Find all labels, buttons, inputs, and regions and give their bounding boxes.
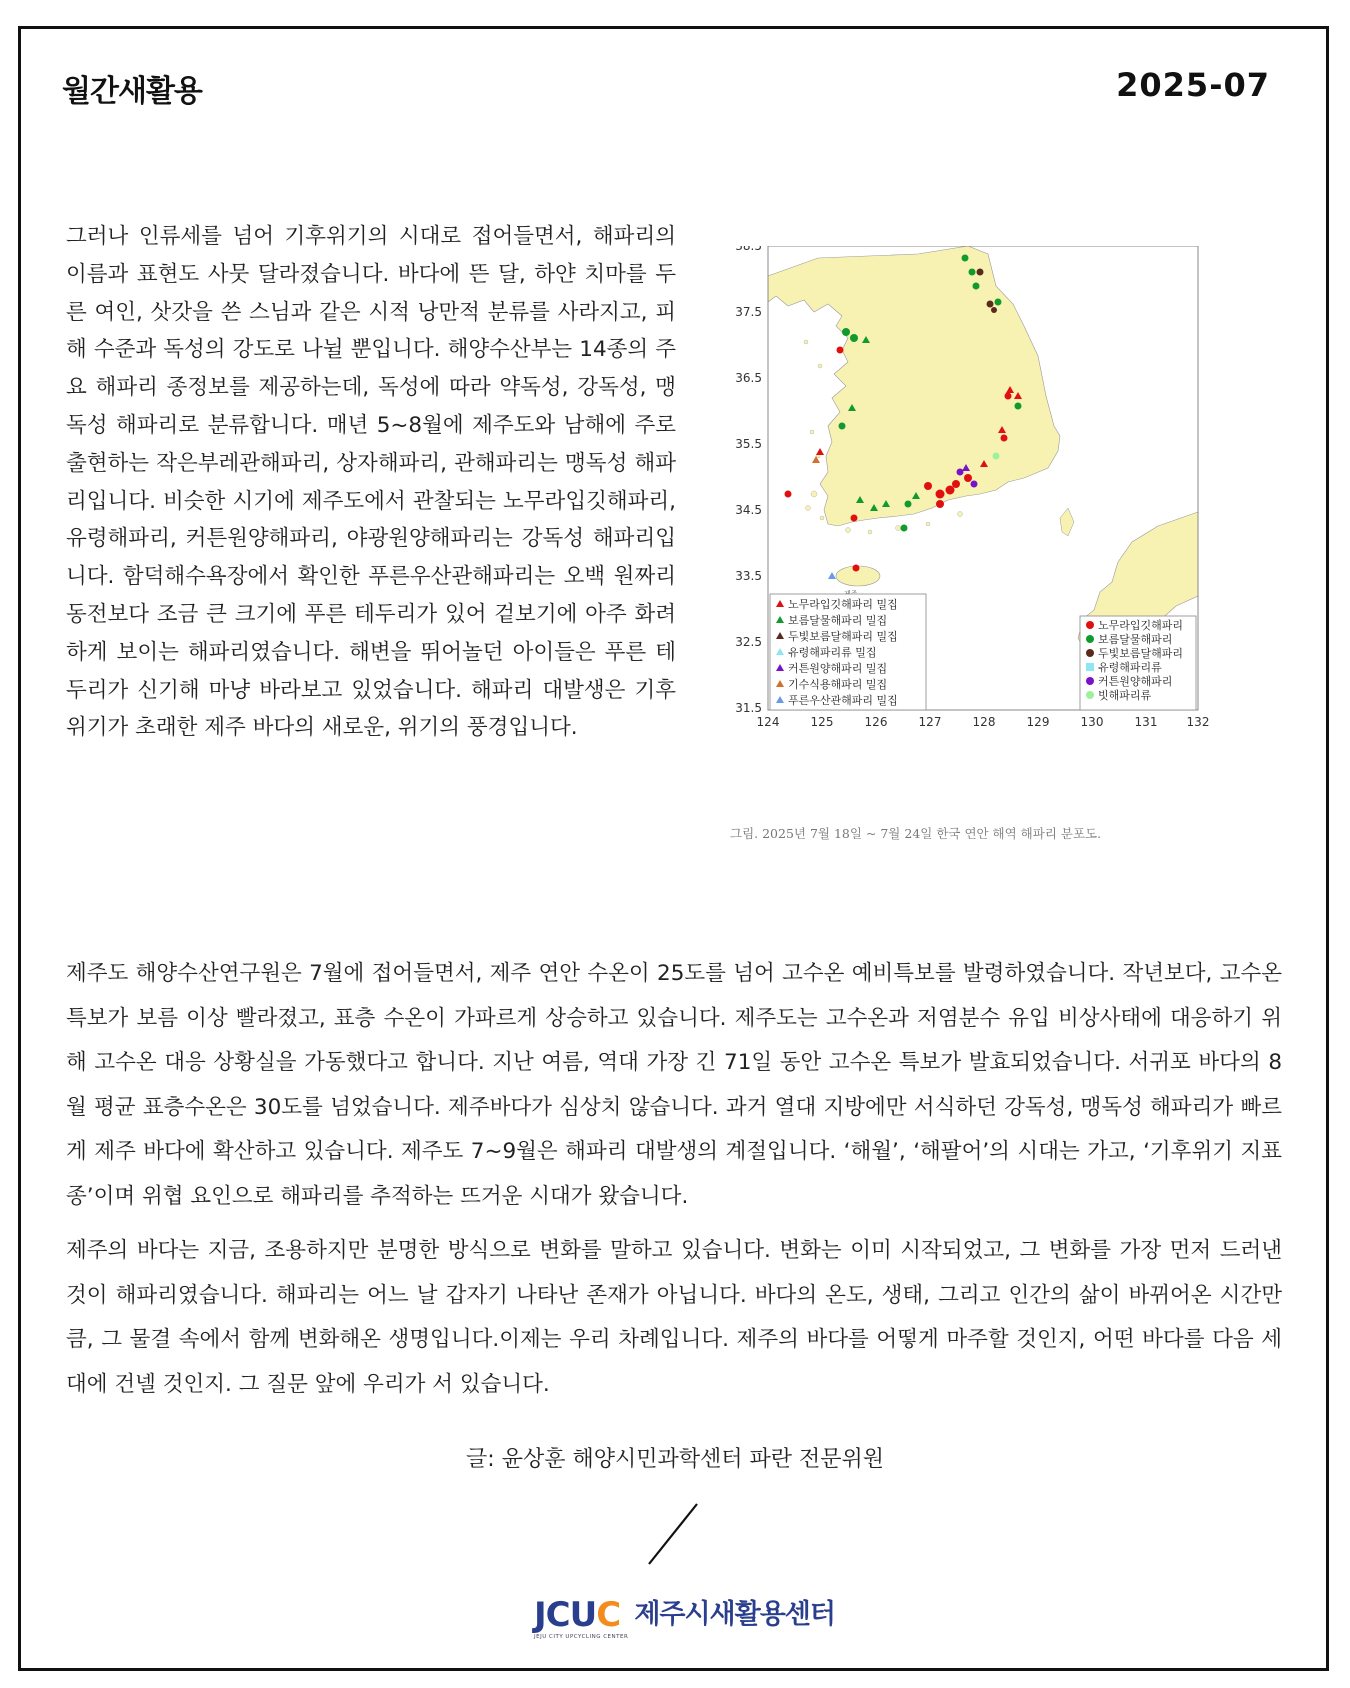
marker-moon-3 [973,283,980,290]
intro-paragraph: 그러나 인류세를 넘어 기후위기의 시대로 접어들면서, 해파리의 이름과 표현도 사뭇 달라졌습니다. 바다에 뜬 달, 하얀 치마를 두른 여인, 삿갓을 쓴 스님과 같은 시적 낭만적 분류를 사라지고, 피해 수준과 독성의 강도로 나뉠 뿐입니다. 해양수산부는 14종의 주요 해파리 종정보를 제공하는데, 독성에 따라 약독성, 강독성, 맹독성 해파리로 분류합니다. 매년 5~8월에 제주도와 남해에 주로 출현하는 작은부레관해파리, 상자해파리, 관해파리는 맹독성 해파리입니다. 비슷한 시기에 제주도에서 관찰되는 노무라입깃해파리, 유령해파리, 커튼원양해파리, 야광원양해파리는 강독성 해파리입니다. 함덕해수욕장에서 확인한 푸른우산관해파리는 오백 원짜리 동전보다 조금 큰 크기에 푸른 테두리가 있어 겉보기에 아주 화려하게 보이는 해파리였습니다. 해변을 뛰어놀던 아이들은 푸른 테두리가 신기해 마냥 바라보고 있었습니다. 해파리 대발생은 기후위기가 초래한 제주 바다의 새로운, 위기의 풍경입니다. [66,224,676,741]
marker-nomura-6 [946,486,955,495]
marker-moon-1 [962,255,969,262]
y-tick: 38.5 [735,246,762,253]
logo-name: 제주시새활용센터 [634,1599,835,1630]
legend-observed-item: 빗해파리류 [1098,689,1152,702]
marker-moon-5 [842,328,850,336]
article-body [66,952,1282,1417]
x-tick: 127 [918,715,942,729]
legend-dense-item: 커튼원양해파리 밀집 [788,662,888,675]
marker-brown-1 [977,269,984,276]
marker-nomura-5 [936,490,945,499]
x-tick: 126 [864,715,888,729]
legend-dense-item: 보름달물해파리 밀집 [788,614,888,627]
y-tick: 34.5 [735,503,762,517]
marker-curtain-2 [971,481,978,488]
marker-nomura-9 [936,500,944,508]
y-tick: 32.5 [735,635,762,649]
center-logo [534,1595,835,1640]
marker-nomura-11 [1005,393,1012,400]
body-paragraph: 제주도 해양수산연구원은 7월에 접어들면서, 제주 연안 수온이 25도를 넘어 고수온 예비특보를 발령하였습니다. 작년보다, 고수온 특보가 보름 이상 빨라졌고, 표층 수온이 가파르게 상승하고 있습니다. 제주도는 고수온과 저염분수 유입 비상사태에 대응하기 위해 고수온 대응 상황실을 가동했다고 합니다. 지난 여름, 역대 가장 긴 71일 동안 고수온 특보가 발효되었습니다. 서귀포 바다의 8월 평균 표층수온은 30도를 넘었습니다. 제주바다가 심상치 않습니다. 과거 열대 지방에만 서식하던 강독성, 맹독성 해파리가 빠르게 제주 바다에 확산하고 있습니다. 제주도 7~9월은 해파리 대발생의 계절입니다. ‘해월’, ‘해팔어’의 시대는 가고, ‘기후위기 지표종’이며 위협 요인으로 해파리를 추적하는 뜨거운 시대가 왔습니다. [66,961,1282,1209]
y-axis [735,246,762,715]
marker-nomura-12 [853,565,860,572]
legend-dense-item: 노무라입깃해파리 밀집 [788,598,898,611]
marker-nomura-3 [851,515,858,522]
legend-dense-item: 유령해파리류 밀집 [788,646,877,659]
legend-observed-item: 커튼원양해파리 [1098,675,1173,688]
marker-brown-3 [991,307,997,313]
magazine-title: 월간새활용 [62,74,202,109]
marker-nomura-4 [924,482,932,490]
map-svg [728,246,1268,746]
x-tick: 131 [1134,715,1158,729]
marker-comb-1 [993,453,1000,460]
y-tick: 33.5 [735,569,762,583]
figure-caption: 그림. 2025년 7월 18일 ~ 7월 24일 한국 연안 해역 해파리 분포도. [730,826,1102,841]
logo-subtitle: JEJU CITY UPCYCLING CENTER [534,1634,629,1640]
y-tick: 31.5 [735,701,762,715]
marker-moon-4 [995,299,1002,306]
marker-moon-10 [905,501,912,508]
legend-dense [770,594,926,710]
x-tick: 132 [1186,715,1210,729]
slash-mark [645,1502,701,1566]
logo-letter: J [534,1595,546,1635]
y-tick: 37.5 [735,305,762,319]
author-byline: 글: 윤상훈 해양시민과학센터 파란 전문위원 [466,1447,884,1472]
x-tick: 128 [972,715,996,729]
marker-brown-2 [987,301,994,308]
marker-nomura-7 [952,480,960,488]
marker-nomura-1 [837,347,844,354]
marker-curtain-1 [957,469,964,476]
marker-moon-9 [901,525,908,532]
legend-dense-item: 푸른우산관해파리 밀집 [788,694,898,707]
marker-moon-8 [1015,403,1022,410]
issue-date: 2025-07 [1116,66,1270,104]
marker-moon-6 [850,334,858,342]
marker-moon-7 [839,423,846,430]
legend-dense-item: 기수식용해파리 밀집 [788,678,888,691]
x-tick: 124 [756,715,780,729]
x-axis [757,715,1210,729]
x-tick: 125 [810,715,834,729]
intro-column [66,218,676,747]
x-tick: 129 [1026,715,1050,729]
x-tick: 130 [1080,715,1104,729]
jellyfish-distribution-map [728,246,1268,856]
marker-moon-2 [969,269,976,276]
marker-nomura-2 [785,491,792,498]
legend-observed-item: 유령해파리류 [1098,661,1162,674]
marker-nomura-10 [1001,435,1008,442]
legend-dense-item: 두빛보름달해파리 밀집 [788,630,898,643]
marker-nomura-8 [964,474,972,482]
logo-letter: C [596,1595,621,1635]
y-tick: 36.5 [735,371,762,385]
logo-letter: U [569,1595,597,1635]
body-paragraph: 제주의 바다는 지금, 조용하지만 분명한 방식으로 변화를 말하고 있습니다. 변화는 이미 시작되었고, 그 변화를 가장 먼저 드러낸 것이 해파리였습니다. 해파리는 어느 날 갑자기 나타난 존재가 아닙니다. 바다의 온도, 생태, 그리고 인간의 삶이 바뀌어온 시간만큼, 그 물결 속에서 함께 변화해온 생명입니다.이제는 우리 차례입니다. 제주의 바다를 어떻게 마주할 것인지, 어떤 바다를 다음 세대에 건넬 것인지. 그 질문 앞에 우리가 서 있습니다. [66,1238,1282,1397]
y-tick: 35.5 [735,437,762,451]
legend-observed-item: 두빛보름달해파리 [1098,647,1184,660]
legend-observed-item: 노무라입깃해파리 [1098,619,1184,632]
logo-mark [534,1595,628,1635]
logo-mark-block [534,1595,629,1640]
legend-observed [1080,616,1196,710]
logo-letter: C [545,1595,570,1635]
legend-observed-item: 보름달물해파리 [1098,633,1173,646]
